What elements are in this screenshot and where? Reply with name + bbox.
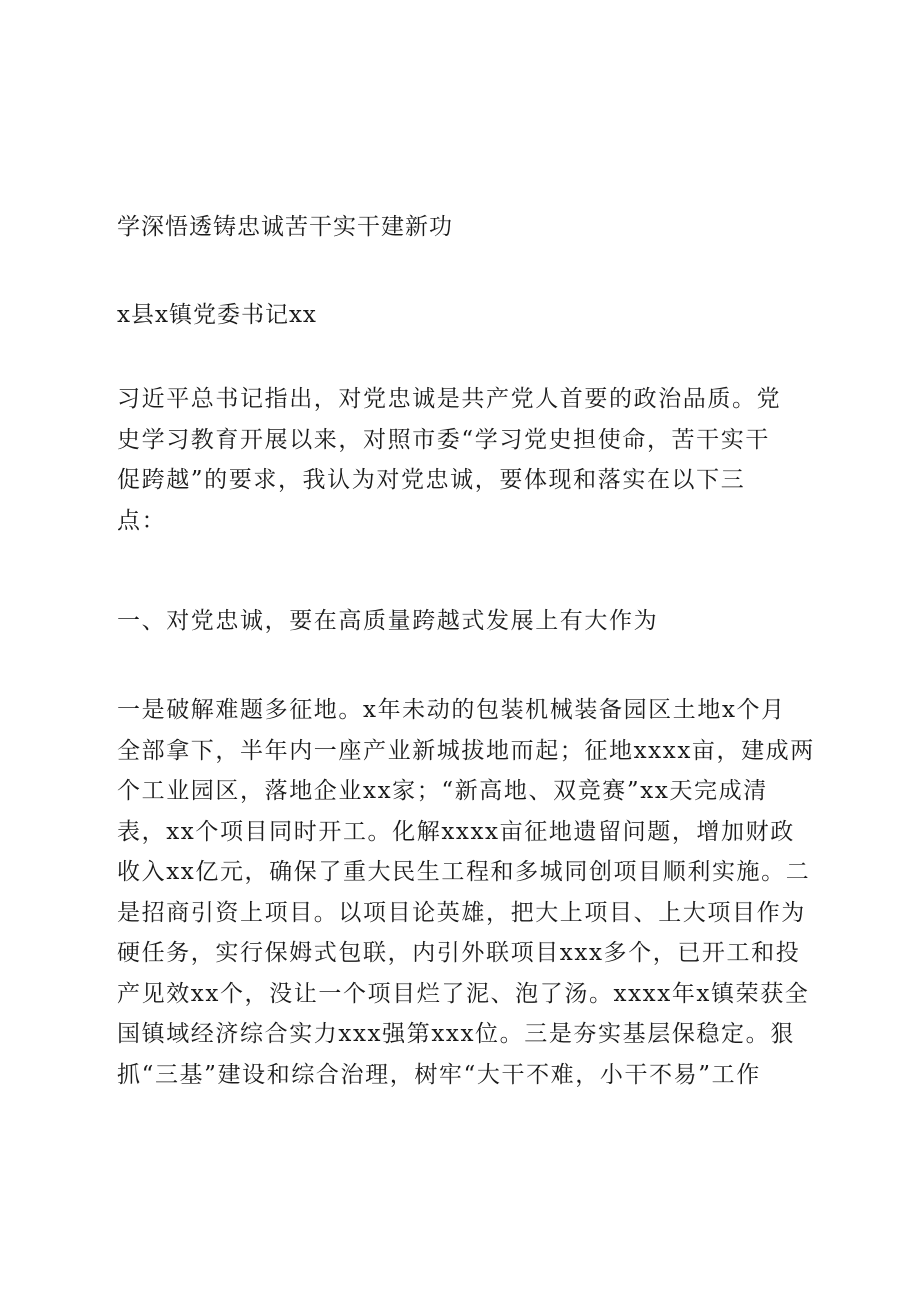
section-heading: 一、对党忠诚，要在高质量跨越式发展上有大作为 xyxy=(117,608,659,634)
body-paragraph xyxy=(117,690,815,1095)
body-line: 是招商引资上项目。以项目论英雄，把大上项目、上大项目作为 xyxy=(117,899,806,926)
intro-line: 促跨越”的要求，我认为对党忠诚，要体现和落实在以下三 xyxy=(117,467,746,493)
intro-paragraph xyxy=(117,379,807,541)
body-line: 产见效xx个，没让一个项目烂了泥、泡了汤。xxxx年x镇荣获全 xyxy=(117,980,810,1007)
body-line: 国镇域经济综合实力xxx强第xxx位。三是夯实基层保稳定。狠 xyxy=(117,1021,795,1047)
document-author: x县x镇党委书记xx xyxy=(117,302,317,328)
body-line: 一是破解难题多征地。x年未动的包装机械装备园区土地x个月 xyxy=(117,697,786,723)
document-title: 学深悟透铸忠诚苦干实干建新功 xyxy=(117,214,453,240)
intro-line: 史学习教育开展以来，对照市委“学习党史担使命，苦干实干 xyxy=(117,426,770,453)
body-line: 收入xx亿元，确保了重大民生工程和多城同创项目顺利实施。二 xyxy=(117,859,811,885)
body-line: 硬任务，实行保姆式包联，内引外联项目xxx多个，已开工和投 xyxy=(117,940,801,966)
body-line: 抓“三基”建设和综合治理，树牢“大干不难，小干不易”工作 xyxy=(117,1061,761,1088)
intro-line: 习近平总书记指出，对党忠诚是共产党人首要的政治品质。党 xyxy=(117,386,782,412)
body-line: 表，xx个项目同时开工。化解xxxx亩征地遗留问题，增加财政 xyxy=(117,818,795,845)
body-line: 全部拿下，半年内一座产业新城拔地而起；征地xxxx亩，建成两 xyxy=(117,737,815,764)
body-line: 个工业园区，落地企业xx家；“新高地、双竞赛”xx天完成清 xyxy=(117,778,768,804)
intro-line: 点： xyxy=(117,507,167,534)
